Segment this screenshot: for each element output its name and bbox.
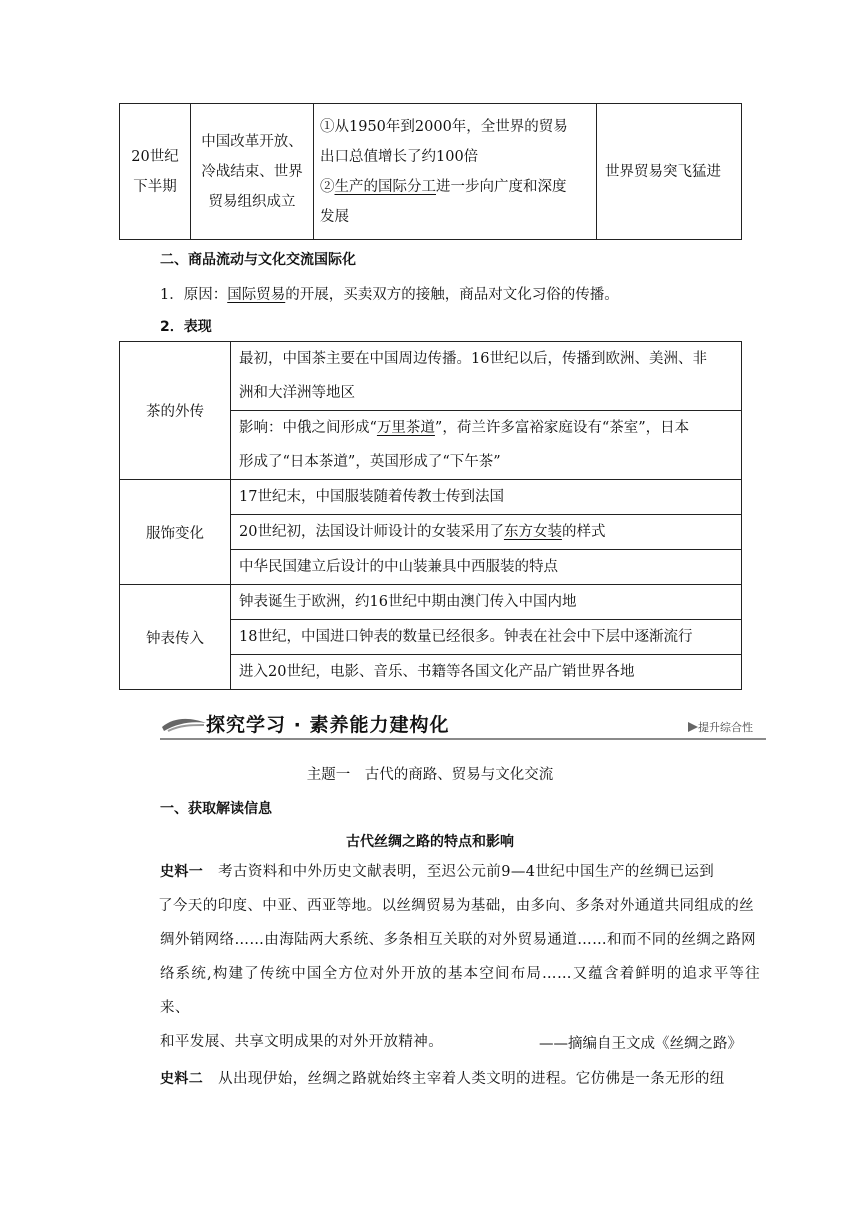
- source-line: 络系统,构建了传统中国全方位对外开放的基本空间布局……又蕴含着鲜明的追求平等往来、: [160, 966, 760, 1016]
- banner-title: 探究学习 · 素养能力建构化: [206, 714, 450, 736]
- underlined-term: 生产的国际分工: [334, 178, 436, 195]
- table-row: [120, 585, 742, 620]
- table-cell: 进入20世纪，电影、音乐、书籍等各国文化产品广销世界各地: [231, 655, 742, 690]
- details-cell: [314, 104, 597, 240]
- table-cell: [231, 515, 742, 550]
- result-cell: 世界贸易突飞猛进: [597, 104, 742, 240]
- material-subtitle: 古代丝绸之路的特点和影响: [346, 834, 514, 850]
- category-clothing: 服饰变化: [120, 480, 231, 585]
- period-line: 20世纪: [131, 148, 179, 165]
- cell-line: 最初，中国茶主要在中国周边传播。16世纪以后，传播到欧洲、美洲、非: [239, 351, 707, 367]
- history-table: [119, 103, 742, 240]
- cell-text: 影响：中俄之间形成“: [239, 420, 377, 436]
- circled-number: ②: [320, 178, 335, 195]
- details-line: ①从1950年到2000年，全世界的贸易: [320, 118, 568, 135]
- sub-heading: 一、获取解读信息: [160, 801, 272, 817]
- period-line: 下半期: [133, 178, 177, 195]
- source-label: 史料一: [160, 864, 204, 880]
- section-banner: [160, 707, 766, 741]
- culture-table: [119, 341, 742, 690]
- table-row: [120, 480, 742, 515]
- cell-text: 20世纪初，法国设计师设计的女装采用了: [239, 524, 504, 540]
- cell-line: 形成了“日本茶道”，英国形成了“下午茶”: [239, 454, 501, 470]
- source-line: 了今天的印度、中亚、西亚等地。以丝绸贸易为基础，由多向、多条对外通道共同组成的丝: [158, 898, 754, 914]
- table-cell: 18世纪，中国进口钟表的数量已经很多。钟表在社会中下层中逐渐流行: [231, 620, 742, 655]
- source-line: [160, 855, 760, 889]
- cell-line: [239, 411, 733, 445]
- underlined-term: 国际贸易: [227, 287, 286, 303]
- banner-sub-wrap: [688, 719, 753, 735]
- table-cell: 中华民国建立后设计的中山装兼具中西服装的特点: [231, 550, 742, 585]
- section-heading: 二、商品流动与文化交流国际化: [160, 252, 356, 268]
- topic-title: 主题一 古代的商路、贸易与文化交流: [306, 767, 554, 783]
- details-line: 发展: [320, 208, 349, 225]
- table-row: [120, 104, 742, 240]
- cell-text: ”，荷兰许多富裕家庭设有“茶室”，日本: [434, 420, 690, 436]
- tea-spread-cell: [231, 342, 742, 411]
- category-tea: 茶的外传: [120, 342, 231, 480]
- underlined-term: 东方女装: [503, 524, 562, 540]
- cause-label: 1．原因：: [160, 287, 228, 303]
- background-line: 冷战结束、世界: [201, 163, 303, 180]
- banner-divider: [160, 738, 766, 740]
- source-one: [160, 855, 760, 1059]
- details-line: 出口总值增长了约100倍: [320, 148, 479, 165]
- period-cell: [120, 104, 191, 240]
- table-row: [120, 342, 742, 411]
- source-text: 从出现伊始，丝绸之路就始终主宰着人类文明的进程。它仿佛是一条无形的纽: [203, 1071, 725, 1087]
- triangle-arrow-icon: [688, 722, 698, 732]
- details-text: 进一步向广度和深度: [436, 178, 567, 195]
- table-cell: 17世纪末，中国服装随着传教士传到法国: [231, 480, 742, 515]
- source-label: 史料二: [160, 1071, 204, 1087]
- manifest-label: 2．表现: [160, 319, 212, 335]
- source-text: 考古资料和中外历史文献表明，至迟公元前9—4世纪中国生产的丝绸已运到: [203, 864, 715, 880]
- cause-text: 的开展，买卖双方的接触，商品对文化习俗的传播。: [285, 287, 619, 303]
- source-line: 和平发展、共享文明成果的对外开放精神。: [160, 1034, 444, 1050]
- banner-subtitle: 提升综合性: [698, 721, 753, 734]
- source-two: [160, 1062, 760, 1096]
- background-line: 贸易组织成立: [208, 193, 296, 210]
- background-line: 中国改革开放、: [201, 133, 303, 150]
- tea-impact-cell: [231, 411, 742, 480]
- underlined-term: 万里茶道: [376, 420, 435, 436]
- cause-line: [160, 283, 619, 304]
- source-line: 绸外销网络……由海陆两大系统、多条相互关联的对外贸易通道……和而不同的丝绸之路网: [160, 932, 756, 948]
- citation: ——摘编自王文成《丝绸之路》: [539, 1036, 742, 1052]
- swoosh-arrow-icon: [160, 713, 208, 735]
- background-cell: [191, 104, 314, 240]
- cell-text: 的样式: [561, 524, 606, 540]
- details-line: [320, 172, 590, 202]
- category-clock: 钟表传入: [120, 585, 231, 690]
- cell-line: 洲和大洋洲等地区: [239, 385, 355, 401]
- table-cell: 钟表诞生于欧洲，约16世纪中期由澳门传入中国内地: [231, 585, 742, 620]
